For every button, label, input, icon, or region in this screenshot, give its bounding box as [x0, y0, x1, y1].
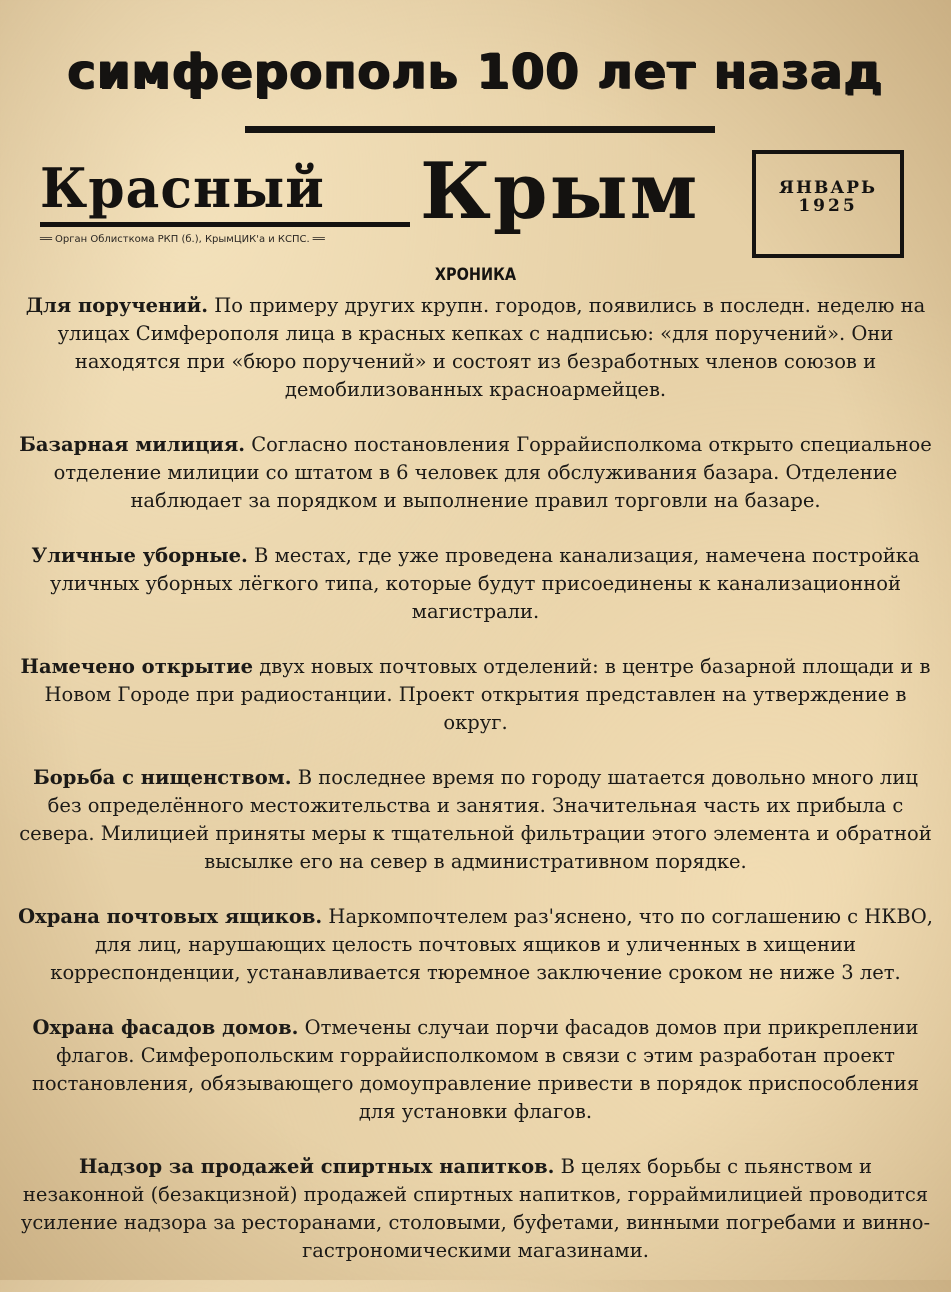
- section-title: ХРОНИКА: [434, 265, 517, 285]
- article: [18, 1014, 933, 1126]
- article-text: В местах, где уже проведена канализация, намечена постройка уличных уборных лёгкого типа, которые будут присоединены к канализационной магистрали.: [50, 544, 920, 623]
- article-text: В последнее время по городу шатается довольно много лиц без определённого местожительства и занятия. Значительная часть их прибыла с севера. Милицией приняты меры к тщательной фильтрации этого элемента и обратной высылке его на север в административном порядке.: [19, 766, 932, 873]
- article-lead: Охрана фасадов домов.: [32, 1016, 299, 1039]
- article: [18, 653, 933, 737]
- date-stamp: [752, 150, 904, 258]
- article-text: двух новых почтовых отделений: в центре базарной площади и в Новом Городе при радиостанции. Проект открытия представлен на утверждение в округ.: [44, 655, 931, 734]
- article: [18, 542, 933, 626]
- article: [18, 1153, 933, 1265]
- masthead-underline: [40, 222, 410, 227]
- article-lead: Борьба с нищенством.: [33, 766, 292, 789]
- article: [18, 431, 933, 515]
- article-lead: Надзор за продажей спиртных напитков.: [79, 1155, 555, 1178]
- news-articles: [18, 292, 933, 1292]
- masthead-title-right: Крым: [420, 146, 700, 237]
- masthead-organ-line: ══ Орган Облисткома РКП (б.), КрымЦИК'а и КСПС. ══: [40, 234, 420, 245]
- article-lead: Базарная милиция.: [19, 433, 246, 456]
- article-lead: Для поручений.: [25, 294, 209, 317]
- article-text: По примеру других крупн. городов, появились в последн. неделю на улицах Симферополя лица в красных кепках с надписью: «для поручений». Они находятся при «бюро поручений» и состоят из безработных членов союзов и демобилизованных красноармейцев.: [57, 294, 926, 401]
- article-text: Согласно постановления Горрайисполкома открыто специальное отделение милиции со штатом в 6 человек для обслуживания базара. Отделение наблюдает за порядком и выполнение правил торговли на базаре.: [53, 433, 932, 512]
- masthead-title-left: Красный: [40, 156, 325, 221]
- article-lead: Охрана почтовых ящиков.: [18, 905, 323, 928]
- article-lead: Уличные уборные.: [31, 544, 248, 567]
- article: [18, 903, 933, 987]
- article-text: Наркомпочтелем раз'яснено, что по соглашению с НКВО, для лиц, нарушающих целость почтовых ящиков и уличенных в хищении корреспонденции, устанавливается тюремное заключение сроком не ниже 3 лет.: [50, 905, 933, 984]
- page-headline: симферополь 100 лет назад: [67, 44, 884, 100]
- article-text: В целях борьбы с пьянством и незаконной (безакцизной) продажей спиртных напитков, горраймилицией проводится усиление надзора за ресторанами, столовыми, буфетами, винными погребами и винно-гастрономическими магазинами.: [20, 1155, 931, 1262]
- headline-rule: [245, 126, 715, 133]
- date-year: 1925: [798, 196, 858, 216]
- article: [18, 764, 933, 876]
- article: [18, 292, 933, 404]
- article-lead: Намечено открытие: [20, 655, 253, 678]
- date-month: ЯНВАРЬ: [778, 178, 878, 198]
- newspaper-masthead: [40, 146, 740, 262]
- article-text: Отмечены случаи порчи фасадов домов при прикреплении флагов. Симферопольским горрайисполкомом в связи с этим разработан проект постановления, обязывающего домоуправление привести в порядок приспособления для установки флагов.: [31, 1016, 920, 1123]
